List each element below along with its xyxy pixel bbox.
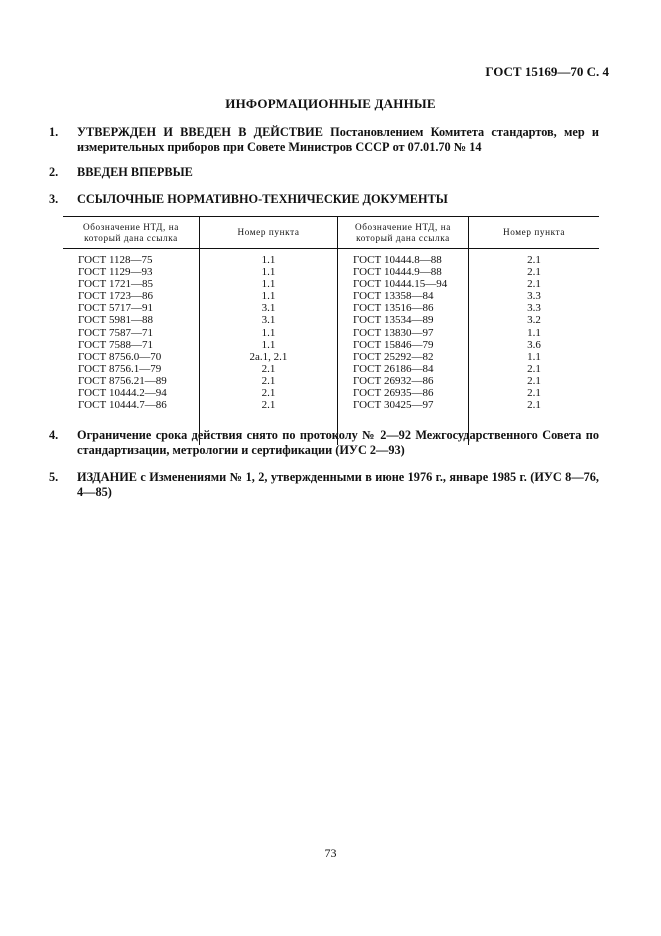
table-body — [49, 249, 599, 445]
table-cell-clause: 2.1 — [261, 362, 276, 375]
table-header-cell: Номер пункта — [468, 217, 599, 248]
table-cell-document: ГОСТ 10444.7—86 — [78, 399, 167, 412]
table-cell-clause: 2.1 — [527, 362, 541, 375]
table-cell-document: ГОСТ 13830—97 — [353, 326, 434, 339]
table-cell-document: ГОСТ 8756.0—70 — [78, 350, 162, 363]
table-cell-document: ГОСТ 13358—84 — [353, 290, 434, 303]
table-cell-clause: 3.3 — [527, 290, 541, 303]
table-cell-clause: 3.3 — [527, 302, 541, 315]
table-cell-clause: 2.1 — [527, 278, 541, 291]
item-text: ВВЕДЕН ВПЕРВЫЕ — [77, 165, 193, 179]
info-item-validity — [49, 428, 599, 458]
table-cell-clause: 2.1 — [527, 266, 541, 279]
table-cell-document: ГОСТ 25292—82 — [353, 350, 434, 363]
table-header-cell: Номер пункта — [199, 217, 337, 248]
info-item-references — [49, 192, 599, 207]
table-cell-document: ГОСТ 13516—86 — [353, 302, 434, 315]
table-cell-clause: 2а.1, 2.1 — [249, 350, 288, 363]
item-number: 4. — [49, 428, 59, 442]
info-item-edition — [49, 470, 599, 500]
table-cell-clause: 3.6 — [527, 338, 541, 351]
table-cell-document: ГОСТ 1721—85 — [78, 278, 153, 291]
table-cell-clause: 3.1 — [261, 314, 276, 327]
table-cell-clause: 2.1 — [261, 374, 276, 387]
column-right-document — [337, 249, 468, 445]
column-left-clause — [199, 249, 337, 445]
item-text: Ограничение срока действия снято по протоколу № 2—92 Межгосударственного Совета по стандартизации, метрологии и сертификации (ИУС 2—93) — [77, 428, 599, 457]
document-reference: ГОСТ 15169—70 С. 4 — [485, 64, 609, 79]
table-cell-clause: 1.1 — [261, 254, 276, 266]
item-number: 1. — [49, 125, 59, 139]
table-header-cell: Обозначение НТД, на который дана ссылка — [83, 221, 179, 243]
table-cell-document: ГОСТ 10444.9—88 — [353, 266, 442, 279]
table-cell-clause: 3.1 — [261, 302, 276, 315]
table-cell-document: ГОСТ 15846—79 — [353, 338, 434, 351]
table-cell-clause: 1.1 — [261, 278, 276, 291]
table-cell-clause: 1.1 — [527, 350, 541, 363]
table-header-cell: Обозначение НТД, на который дана ссылка — [337, 217, 468, 248]
page-title: ИНФОРМАЦИОННЫЕ ДАННЫЕ — [225, 96, 436, 111]
table-cell-clause: 2.1 — [527, 387, 541, 400]
item-number: 5. — [49, 470, 59, 484]
table-cell-document: ГОСТ 8756.21—89 — [78, 374, 167, 387]
table-cell-document: ГОСТ 10444.2—94 — [78, 387, 167, 400]
table-cell-clause: 3.2 — [527, 314, 541, 327]
table-cell-clause: 2.1 — [527, 254, 541, 266]
table-cell-clause: 2.1 — [261, 399, 276, 412]
table-cell-document: ГОСТ 1128—75 — [78, 254, 153, 266]
table-cell-document: ГОСТ 1723—86 — [78, 290, 153, 303]
item-text: ССЫЛОЧНЫЕ НОРМАТИВНО-ТЕХНИЧЕСКИЕ ДОКУМЕНТЫ — [77, 192, 448, 206]
column-right-clause — [468, 249, 599, 445]
item-text: Постановлением Комитета стандартов, мер и измерительных приборов при Совете Министров СССР от 07.01.70 № 14 — [77, 125, 599, 154]
table-cell-clause: 1.1 — [527, 326, 541, 339]
table-cell-document: ГОСТ 26935—86 — [353, 387, 434, 400]
item-number: 2. — [49, 165, 59, 179]
table-cell-document: ГОСТ 7588—71 — [78, 338, 153, 351]
table-cell-document: ГОСТ 10444.15—94 — [353, 278, 448, 291]
table-cell-document: ГОСТ 8756.1—79 — [78, 362, 162, 375]
table-cell-clause: 2.1 — [261, 387, 276, 400]
reference-table — [49, 216, 599, 445]
table-header-row — [63, 217, 599, 249]
table-cell-clause: 1.1 — [261, 290, 276, 303]
table-cell-clause: 2.1 — [527, 399, 541, 412]
item-number: 3. — [49, 192, 59, 206]
table-cell-document: ГОСТ 26186—84 — [353, 362, 434, 375]
table-cell-document: ГОСТ 30425—97 — [353, 399, 434, 412]
column-left-document — [49, 249, 199, 445]
item-lead: УТВЕРЖДЕН И ВВЕДЕН В ДЕЙСТВИЕ — [77, 125, 323, 139]
table-cell-clause: 1.1 — [261, 326, 276, 339]
table-cell-document: ГОСТ 7587—71 — [78, 326, 153, 339]
item-text: ИЗДАНИЕ с Изменениями № 1, 2, утвержденными в июне 1976 г., январе 1985 г. (ИУС 8—76, 4—85) — [77, 470, 599, 499]
info-item-approved — [49, 125, 599, 155]
page-number: 73 — [324, 846, 337, 860]
table-cell-document: ГОСТ 26932—86 — [353, 374, 434, 387]
table-cell-document: ГОСТ 5981—88 — [78, 314, 153, 327]
table-cell-clause: 1.1 — [261, 266, 276, 279]
table-cell-document: ГОСТ 5717—91 — [78, 302, 153, 315]
table-cell-document: ГОСТ 10444.8—88 — [353, 254, 442, 266]
info-item-introduced — [49, 165, 599, 180]
table-cell-clause: 2.1 — [527, 374, 541, 387]
table-cell-document: ГОСТ 1129—93 — [78, 266, 153, 279]
table-cell-clause: 1.1 — [261, 338, 276, 351]
table-cell-document: ГОСТ 13534—89 — [353, 314, 434, 327]
